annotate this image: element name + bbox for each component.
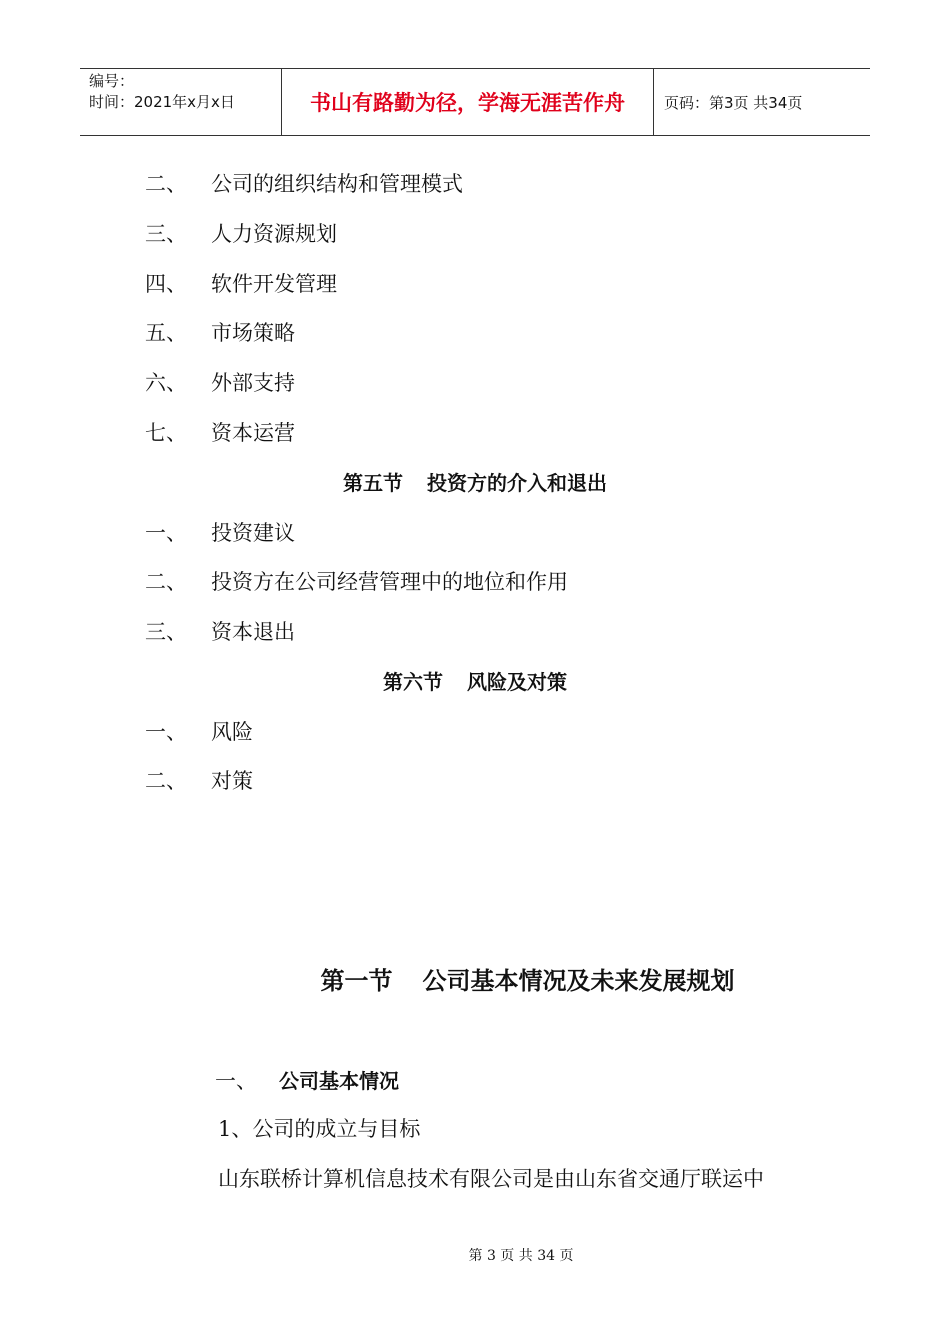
header-motto: 书山有路勤为径，学海无涯苦作舟 <box>282 69 654 135</box>
toc-item <box>145 170 463 198</box>
toc-item-number: 二、 <box>145 769 187 793</box>
section-label: 第五节 <box>343 471 403 495</box>
toc-item <box>145 568 568 596</box>
toc-item-text: 软件开发管理 <box>211 272 337 296</box>
toc-item <box>145 718 253 746</box>
chapter-title-text: 公司基本情况及未来发展规划 <box>422 967 735 995</box>
chapter-title <box>0 965 950 997</box>
toc-item <box>145 270 337 298</box>
chapter-label: 第一节 <box>320 967 393 995</box>
sub-heading-number: 一、 <box>215 1069 257 1093</box>
header-page-info: 页码：第3页 共34页 <box>664 93 803 112</box>
sub-heading <box>215 1067 399 1095</box>
toc-item-text: 市场策略 <box>211 321 295 345</box>
toc-item-text: 对策 <box>211 769 253 793</box>
toc-item-number: 一、 <box>145 720 187 744</box>
toc-item-number: 三、 <box>145 222 187 246</box>
toc-item-number: 二、 <box>145 570 187 594</box>
toc-item-number: 七、 <box>145 421 187 445</box>
page-header <box>80 68 870 136</box>
section-title: 投资方的介入和退出 <box>427 471 607 495</box>
time-label: 时间：2021年x月x日 <box>89 93 235 111</box>
toc-item-text: 资本退出 <box>211 620 295 644</box>
toc-item-number: 五、 <box>145 321 187 345</box>
toc-item-text: 外部支持 <box>211 371 295 395</box>
toc-item-text: 投资方在公司经营管理中的地位和作用 <box>211 570 568 594</box>
toc-item <box>145 767 253 795</box>
item-heading: 1、公司的成立与目标 <box>218 1117 421 1141</box>
page-footer: 第 3 页 共 34 页 <box>468 1248 574 1264</box>
toc-item-number: 二、 <box>145 172 187 196</box>
toc-item <box>145 369 295 397</box>
toc-item <box>145 419 295 447</box>
toc-item <box>145 220 337 248</box>
section-heading <box>0 469 950 497</box>
toc-item-number: 六、 <box>145 371 187 395</box>
number-label: 编号： <box>89 72 135 90</box>
body-paragraph: 山东联桥计算机信息技术有限公司是由山东省交通厅联运中 <box>218 1167 764 1191</box>
toc-item-text: 投资建议 <box>211 521 295 545</box>
toc-item <box>145 519 295 547</box>
section-label: 第六节 <box>383 670 443 694</box>
toc-item-text: 公司的组织结构和管理模式 <box>211 172 463 196</box>
section-title: 风险及对策 <box>467 670 567 694</box>
toc-item <box>145 618 295 646</box>
header-meta <box>80 69 282 135</box>
toc-item-text: 风险 <box>211 720 253 744</box>
toc-item-number: 三、 <box>145 620 187 644</box>
toc-item-text: 人力资源规划 <box>211 222 337 246</box>
toc-item <box>145 319 295 347</box>
toc-item-text: 资本运营 <box>211 421 295 445</box>
toc-item-number: 四、 <box>145 272 187 296</box>
toc-item-number: 一、 <box>145 521 187 545</box>
section-heading <box>0 668 950 696</box>
sub-heading-text: 公司基本情况 <box>279 1069 399 1093</box>
